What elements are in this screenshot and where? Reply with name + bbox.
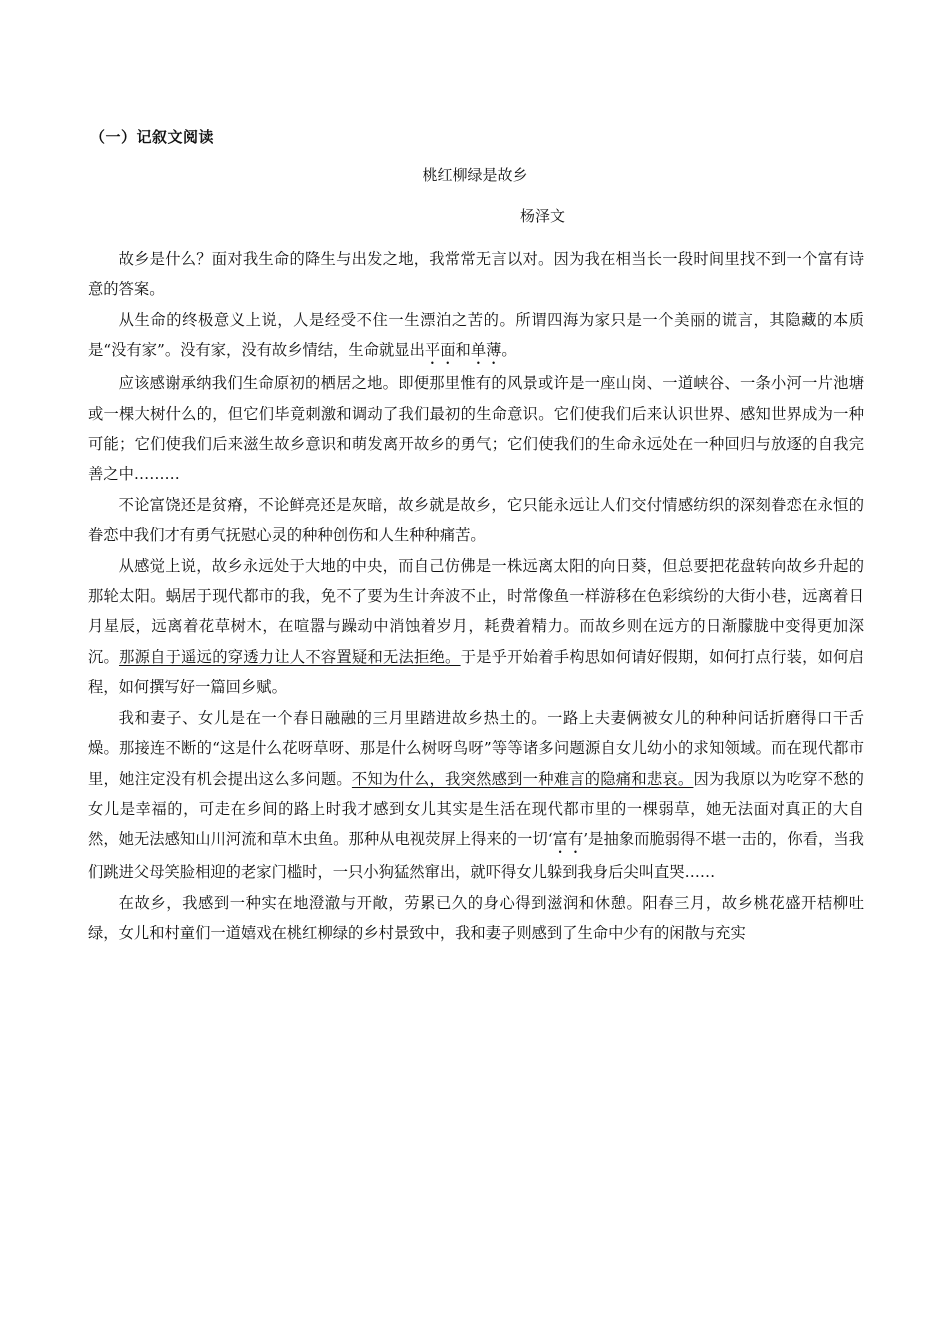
paragraph-text: 我和妻子、女儿是在一个春日融融的三月里踏进故乡热土的。一路上夫妻俩被女儿的种种问话折磨得口干舌燥。那接连不断的“这是什么花呀草呀、那是什么树呀鸟呀”等等诸多问题源自女儿幼小的求知领域。而在现代都市里，她注定没有机会提出这么多问题。 bbox=[88, 708, 864, 788]
article-author: 杨泽文 bbox=[520, 207, 566, 225]
emphasized-word: 平面 bbox=[424, 341, 456, 360]
article-title: 桃红柳绿是故乡 bbox=[422, 166, 528, 184]
paragraph-text: 。 bbox=[501, 341, 517, 360]
underlined-sentence: 那源自于遥远的穿透力让人不容置疑和无法拒绝。 bbox=[119, 647, 461, 666]
paragraph-text: 从感觉上说，故乡永远处于大地的中央，而自己仿佛是一株远离太阳的向日葵，但总要把花盘转向故乡升起的那轮太阳。蜗居于现代都市的我，免不了要为生计奔波不止，时常像鱼一样游移在色彩缤纷的大街小巷，远离着日月星辰，远离着花草树木，在喧嚣与躁动中消蚀着岁月，耗费着精力。而故乡则在远方的日渐朦胧中变得更加深沉。 bbox=[88, 556, 864, 666]
paragraph-text: 于是乎开始着手构思如何请好假期，如何打点行装，如何启程，如何撰写好一篇回乡赋。 bbox=[88, 647, 864, 697]
emphasized-word: 富有 bbox=[552, 830, 584, 849]
section-title: （一）记叙文阅读 bbox=[90, 128, 215, 146]
paragraph-5 bbox=[88, 551, 864, 703]
paragraph-text: 因为我原以为吃穿不愁的女儿是幸福的，可走在乡间的路上时我才感到女儿其实是生活在现代都市里的一棵弱草，她无法面对真正的大自然，她无法感知山川河流和草木虫鱼。那种从电视荧屏上得来的一切‘ bbox=[88, 769, 864, 849]
paragraph-text: 和 bbox=[455, 341, 471, 360]
paragraph-1: 故乡是什么？面对我生命的降生与出发之地，我常常无言以对。因为我在相当长一段时间里找不到一个富有诗意的答案。 bbox=[88, 250, 864, 299]
paragraph-text: 从生命的终极意义上说，人是经受不住一生漂泊之苦的。所谓四海为家只是一个美丽的谎言，其隐藏的本质是“没有家”。没有家，没有故乡情结，生命就显出 bbox=[88, 310, 864, 360]
paragraph-7: 在故乡，我感到一种实在地澄澈与开敞，劳累已久的身心得到滋润和休憩。阳春三月，故乡桃花盛开桔柳吐绿，女儿和村童们一道嬉戏在桃红柳绿的乡村景致中，我和妻子则感到了生命中少有的闲散与充实 bbox=[88, 893, 864, 943]
emphasized-word: 单薄 bbox=[470, 341, 502, 360]
paragraph-text: ’是抽象而脆弱得不堪一击的，你看，当我们跳进父母笑脸相迎的老家门槛时，一只小狗猛然窜出，就吓得女儿躲到我身后尖叫直哭…… bbox=[88, 830, 864, 882]
paragraph-3: 应该感谢承纳我们生命原初的栖居之地。即便那里惟有的风景或许是一座山岗、一道峡谷、一条小河一片池塘或一棵大树什么的，但它们毕竟刺激和调动了我们最初的生命意识。它们使我们后来认识世界、感知世界成为一种可能；它们使我们后来滋生故乡意识和萌发离开故乡的勇气；它们使我们的生命永远处在一种回归与放逐的自我完善之中……… bbox=[88, 374, 864, 484]
underlined-sentence: 不知为什么，我突然感到一种难言的隐痛和悲哀。 bbox=[351, 769, 694, 788]
paragraph-4: 不论富饶还是贫瘠，不论鲜亮还是灰暗，故乡就是故乡，它只能永远让人们交付情感纺织的深刻眷恋在永恒的眷恋中我们才有勇气抚慰心灵的种种创伤和人生种种痛苦。 bbox=[88, 495, 864, 545]
paragraph-6 bbox=[88, 703, 864, 888]
paragraph-2 bbox=[88, 305, 864, 368]
article-body bbox=[88, 244, 864, 949]
